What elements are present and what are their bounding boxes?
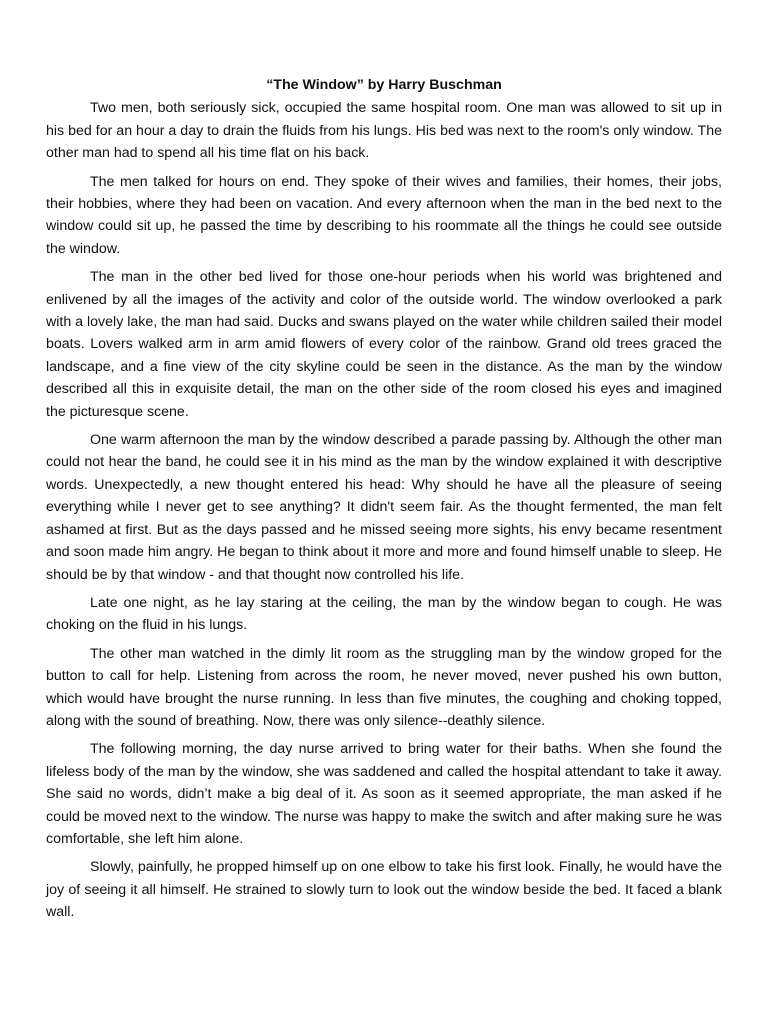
- paragraph: The man in the other bed lived for those one-hour periods when his world was brightened and enlivened by all the images of the activity and color of the outside world. The window overlooked a park with a lovely lake, the man had said. Ducks and swans played on the water while children sailed their model boats. Lovers walked arm in arm amid flowers of every color of the rainbow. Grand old trees graced the landscape, and a fine view of the city skyline could be seen in the distance. As the man by the window described all this in exquisite detail, the man on the other side of the room closed his eyes and imagined the picturesque scene.: [46, 269, 722, 420]
- document-page: [46, 74, 722, 930]
- paragraph: Late one night, as he lay staring at the ceiling, the man by the window began to cough. He was choking on the fluid in his lungs.: [46, 594, 722, 634]
- paragraph: The men talked for hours on end. They spoke of their wives and families, their homes, their jobs, their hobbies, where they had been on vacation. And every afternoon when the man in the bed next to the window could sit up, he passed the time by describing to his roommate all the things he could see outside the window.: [46, 173, 722, 257]
- paragraph: Two men, both seriously sick, occupied the same hospital room. One man was allowed to sit up in his bed for an hour a day to drain the fluids from his lungs. His bed was next to the room's only window. The other man had to spend all his time flat on his back.: [46, 100, 722, 162]
- paragraph: Slowly, painfully, he propped himself up on one elbow to take his first look. Finally, he would have the joy of seeing it all himself. He strained to slowly turn to look out the window beside the bed. It faced a blank wall.: [46, 859, 722, 921]
- paragraph: The following morning, the day nurse arrived to bring water for their baths. When she found the lifeless body of the man by the window, she was saddened and called the hospital attendant to take it away. She said no words, didn’t make a big deal of it. As soon as it seemed appropriate, the man asked if he could be moved next to the window. The nurse was happy to make the switch and after making sure he was comfortable, she left him alone.: [46, 741, 722, 847]
- paragraph: One warm afternoon the man by the window described a parade passing by. Although the other man could not hear the band, he could see it in his mind as the man by the window explained it with descriptive words. Unexpectedly, a new thought entered his head: Why should he have all the pleasure of seeing everything while I never get to see anything? It didn't seem fair. As the thought fermented, the man felt ashamed at first. But as the days passed and he missed seeing more sights, his envy became resentment and soon made him angry. He began to think about it more and more and found himself unable to sleep. He should be by that window - and that thought now controlled his life.: [46, 432, 722, 583]
- paragraph: The other man watched in the dimly lit room as the struggling man by the window groped for the button to call for help. Listening from across the room, he never moved, never pushed his own button, which would have brought the nurse running. In less than five minutes, the coughing and choking topped, along with the sound of breathing. Now, there was only silence--deathly silence.: [46, 645, 722, 729]
- document-title: “The Window” by Harry Buschman: [266, 77, 502, 93]
